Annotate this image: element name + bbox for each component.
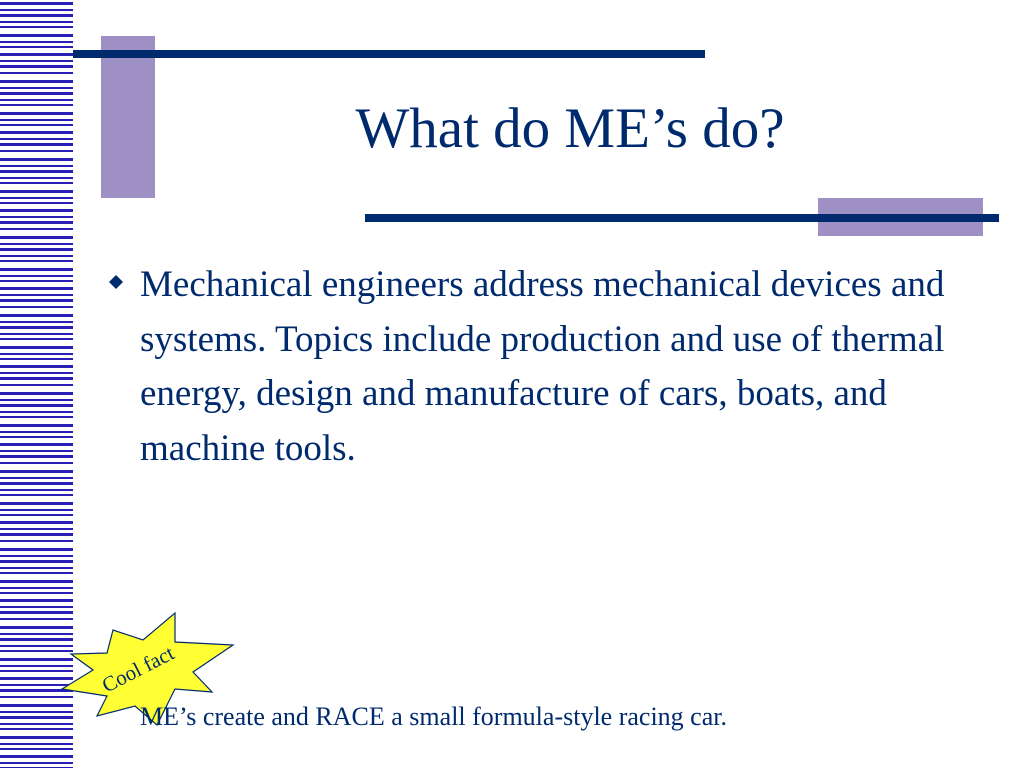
stripe-line	[0, 112, 73, 115]
stripe-line	[0, 21, 73, 23]
stripe-line	[0, 190, 73, 193]
stripe-line	[0, 170, 73, 173]
stripe-line	[0, 280, 73, 282]
stripe-line	[0, 358, 73, 360]
stripe-line	[0, 236, 73, 239]
stripe-line	[0, 34, 73, 37]
stripe-line	[0, 165, 73, 167]
stripe-line	[0, 365, 73, 368]
stripe-line	[0, 255, 73, 257]
stripe-line	[0, 326, 73, 329]
stripe-line	[0, 299, 73, 302]
stripe-line	[0, 346, 73, 349]
stripe-line	[0, 221, 73, 224]
stripe-line	[0, 119, 73, 121]
stripe-line	[0, 228, 73, 230]
stripe-line	[0, 540, 73, 542]
stripe-line	[0, 762, 73, 764]
stripe-line	[0, 131, 73, 134]
decorative-block-top	[101, 36, 155, 198]
stripe-line	[0, 443, 73, 446]
stripe-line	[0, 87, 73, 89]
stripe-line	[0, 606, 73, 608]
stripe-line	[0, 182, 73, 184]
stripe-line	[0, 333, 73, 335]
stripe-line	[0, 431, 73, 433]
diamond-icon	[108, 274, 124, 290]
stripe-line	[0, 104, 73, 106]
stripe-line	[0, 477, 73, 479]
stripe-line	[0, 14, 73, 17]
stripe-line	[0, 470, 73, 473]
stripe-line	[0, 509, 73, 511]
stripe-line	[0, 92, 73, 95]
stripe-line	[0, 599, 73, 602]
stripe-line	[0, 560, 73, 563]
stripe-line	[0, 482, 73, 485]
stripe-line	[0, 450, 73, 452]
stripe-line	[0, 580, 73, 583]
stripe-line	[0, 248, 73, 251]
stripe-line	[0, 177, 73, 179]
stripe-line	[0, 353, 73, 355]
stripe-line	[0, 399, 73, 401]
stripe-line	[0, 592, 73, 594]
stripe-line	[0, 462, 73, 464]
stripe-line	[0, 377, 73, 380]
stripe-line	[0, 287, 73, 290]
stripe-line	[0, 260, 73, 262]
stripe-line	[0, 424, 73, 427]
stripe-line	[0, 743, 73, 745]
stripe-line	[0, 306, 73, 308]
stripe-line	[0, 489, 73, 491]
callout-text: ME’s create and RACE a small formula-style racing car.	[140, 702, 727, 731]
stripe-line	[0, 533, 73, 536]
stripe-line	[0, 268, 73, 271]
stripe-line	[0, 202, 73, 204]
stripe-line	[0, 455, 73, 458]
stripe-line	[0, 748, 73, 750]
stripe-line	[0, 197, 73, 199]
decorative-rule-top	[73, 50, 705, 58]
stripe-line	[0, 124, 73, 126]
stripe-line	[0, 736, 73, 739]
stripe-line	[0, 46, 73, 48]
stripe-line	[0, 555, 73, 557]
stripe-line	[0, 138, 73, 140]
slide-title: What do ME’s do?	[355, 97, 785, 160]
stripe-line	[0, 321, 73, 323]
stripe-line	[0, 158, 73, 161]
stripe-line	[0, 372, 73, 374]
stripe-line	[0, 243, 73, 245]
stripe-line	[0, 2, 73, 5]
stripe-line	[0, 65, 73, 68]
stripe-line	[0, 314, 73, 317]
stripe-line	[0, 53, 73, 56]
stripe-line	[0, 150, 73, 152]
stripe-line	[0, 587, 73, 589]
stripe-line	[0, 436, 73, 438]
stripe-line	[0, 143, 73, 146]
stripe-line	[0, 548, 73, 551]
bullet-item-text: Mechanical engineers address mechanical devices and systems. Topics include production and use of thermal energy, design and manufacture of cars, boats, and machine tools.	[140, 264, 945, 469]
stripe-line	[0, 494, 73, 496]
stripe-line	[0, 411, 73, 413]
stripe-line	[0, 60, 73, 62]
stripe-line	[0, 26, 73, 28]
stripe-line	[0, 9, 73, 11]
stripe-line	[0, 572, 73, 574]
stripe-line	[0, 338, 73, 340]
stripe-line	[0, 502, 73, 505]
stripe-line	[0, 294, 73, 296]
stripe-line	[0, 384, 73, 386]
stripe-line	[0, 41, 73, 43]
callout-label: Cool fact	[97, 640, 179, 698]
stripe-line	[0, 72, 73, 74]
stripe-line	[0, 416, 73, 418]
stripe-line	[0, 567, 73, 569]
stripe-line	[0, 99, 73, 101]
decorative-rule-bottom	[365, 214, 999, 222]
stripe-line	[0, 275, 73, 277]
stripe-line	[0, 216, 73, 218]
stripe-line	[0, 392, 73, 395]
stripe-line	[0, 755, 73, 758]
stripe-line	[0, 514, 73, 516]
stripe-line	[0, 528, 73, 530]
stripe-line	[0, 521, 73, 524]
stripe-line	[0, 209, 73, 212]
stripe-line	[0, 404, 73, 407]
stripe-line	[0, 80, 73, 83]
